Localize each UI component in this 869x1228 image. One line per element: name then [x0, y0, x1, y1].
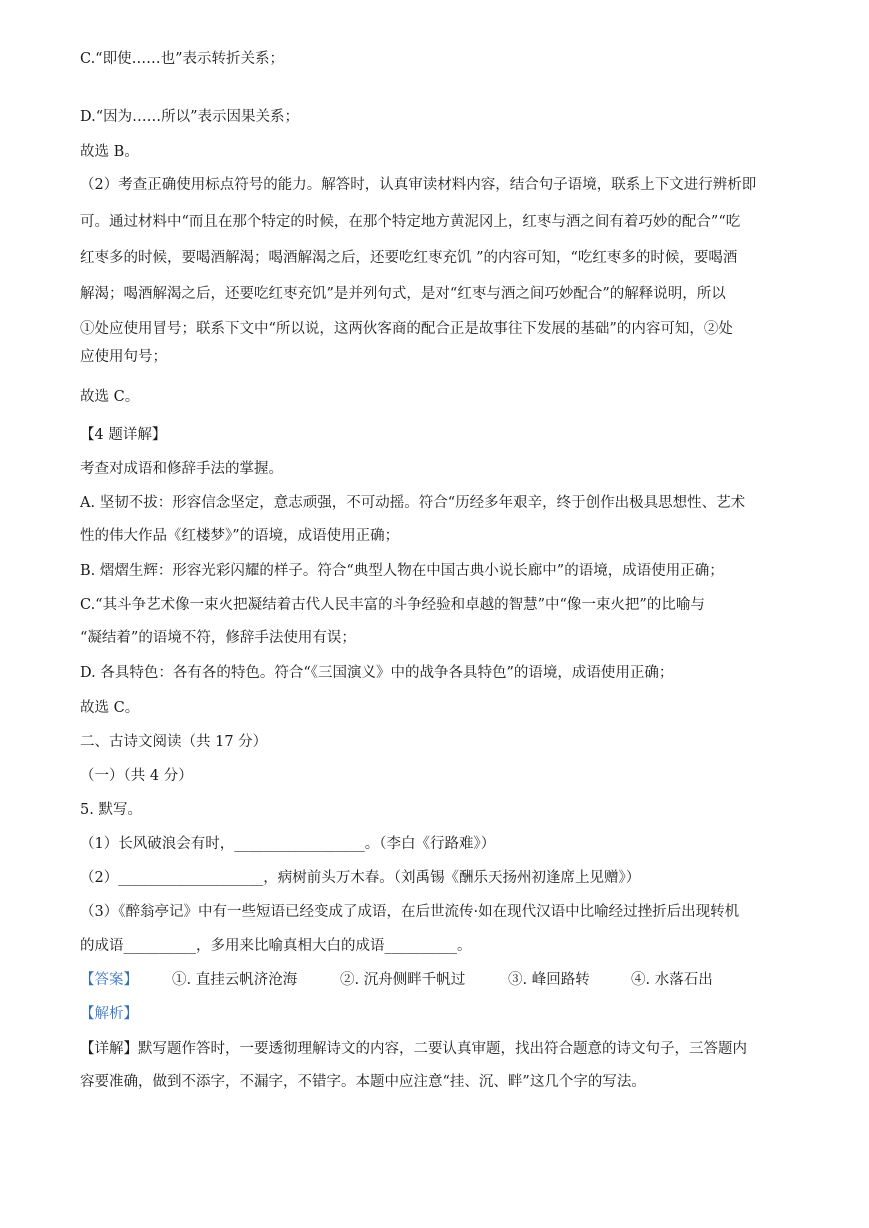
- q3-part2-line: 红枣多的时候，要喝酒解渴；喝酒解渴之后，还要吃红枣充饥 ”的内容可知，“吃红枣多的时候，要喝酒: [80, 250, 738, 266]
- section-title: 二、古诗文阅读（共 17 分）: [80, 734, 268, 750]
- q3-option-c: C.“即使……也”表示转折关系；: [80, 51, 285, 67]
- q4-option-d: D. 各具特色：各有各的特色。符合“《三国演义》中的战争各具特色”的语境，成语使用正确；: [80, 665, 674, 681]
- q4-option-a: A. 坚韧不拔：形容信念坚定，意志顽强，不可动摇。符合“历经多年艰辛，终于创作出极具思想性、艺术: [80, 495, 746, 511]
- q3-choice: 故选 B。: [80, 144, 139, 160]
- answer-row: [80, 970, 713, 990]
- q5-part1: （1）长风破浪会有时，__________________。（李白《行路难》）: [80, 836, 496, 852]
- q3-option-d: D.“因为……所以”表示因果关系；: [80, 109, 300, 125]
- q3-part2-line: 应使用句号；: [80, 349, 167, 365]
- q4-option-c: C.“其斗争艺术像一束火把凝结着古代人民丰富的斗争经验和卓越的智慧”中“像一束火把”的比喻与: [80, 597, 705, 613]
- q3-part2-line: （2）考查正确使用标点符号的能力。解答时，认真审读材料内容，结合句子语境，联系上下文进行辨析即: [80, 177, 757, 193]
- answer-item: ②. 沉舟侧畔千帆过: [340, 972, 466, 988]
- q5-part3: （3）《醉翁亭记》中有一些短语已经变成了成语，在后世流传·如在现代汉语中比喻经过挫折后出现转机: [80, 904, 740, 920]
- q4-option-c-cont: “凝结着”的语境不符，修辞手法使用有误；: [80, 630, 356, 646]
- answer-item: ④. 水落石出: [631, 972, 713, 988]
- analysis-label: 【解析】: [80, 1006, 138, 1022]
- analysis-detail: 【详解】默写题作答时，一要透彻理解诗文的内容，二要认真审题，找出符合题意的诗文句子，三答题内: [80, 1041, 747, 1057]
- q3-part2-line: 解渴；喝酒解渴之后，还要吃红枣充饥”是并列句式，是对“红枣与酒之间巧妙配合”的解释说明，所以: [80, 286, 726, 302]
- answer-item: ③. 峰回路转: [508, 972, 590, 988]
- q4-heading: 【4 题详解】: [80, 427, 167, 443]
- q4-option-b: B. 熠熠生辉：形容光彩闪耀的样子。符合“典型人物在中国古典小说长廊中”的语境，成语使用正确；: [80, 563, 724, 579]
- q5-title: 5. 默写。: [80, 802, 142, 818]
- q3-part2-line: 可。通过材料中“而且在那个特定的时候，在那个特定地方黄泥冈上，红枣与酒之间有着巧妙的配合”“吃: [80, 214, 741, 230]
- section-subtitle: （一）（共 4 分）: [80, 768, 193, 784]
- q3-part2-choice: 故选 C。: [80, 389, 140, 405]
- q5-part2: （2）____________________，病树前头万木春。（刘禹锡《酬乐天扬州初逢席上见赠》）: [80, 870, 641, 886]
- q5-part3-cont: 的成语__________，多用来比喻真相大白的成语__________。: [80, 938, 472, 954]
- analysis-detail-cont: 容要准确，做到不添字，不漏字，不错字。本题中应注意“挂、沉、畔”这几个字的写法。: [80, 1074, 646, 1090]
- q4-option-a-cont: 性的伟大作品《红楼梦》”的语境，成语使用正确；: [80, 528, 400, 544]
- answer-label: 【答案】: [80, 972, 138, 988]
- q4-choice: 故选 C。: [80, 700, 140, 716]
- answer-item: ①. 直挂云帆济沧海: [172, 972, 298, 988]
- q4-intro: 考查对成语和修辞手法的掌握。: [80, 461, 283, 477]
- q3-part2-line: ①处应使用冒号；联系下文中“所以说，这两伙客商的配合正是故事往下发展的基础”的内容可知，②处: [80, 321, 733, 337]
